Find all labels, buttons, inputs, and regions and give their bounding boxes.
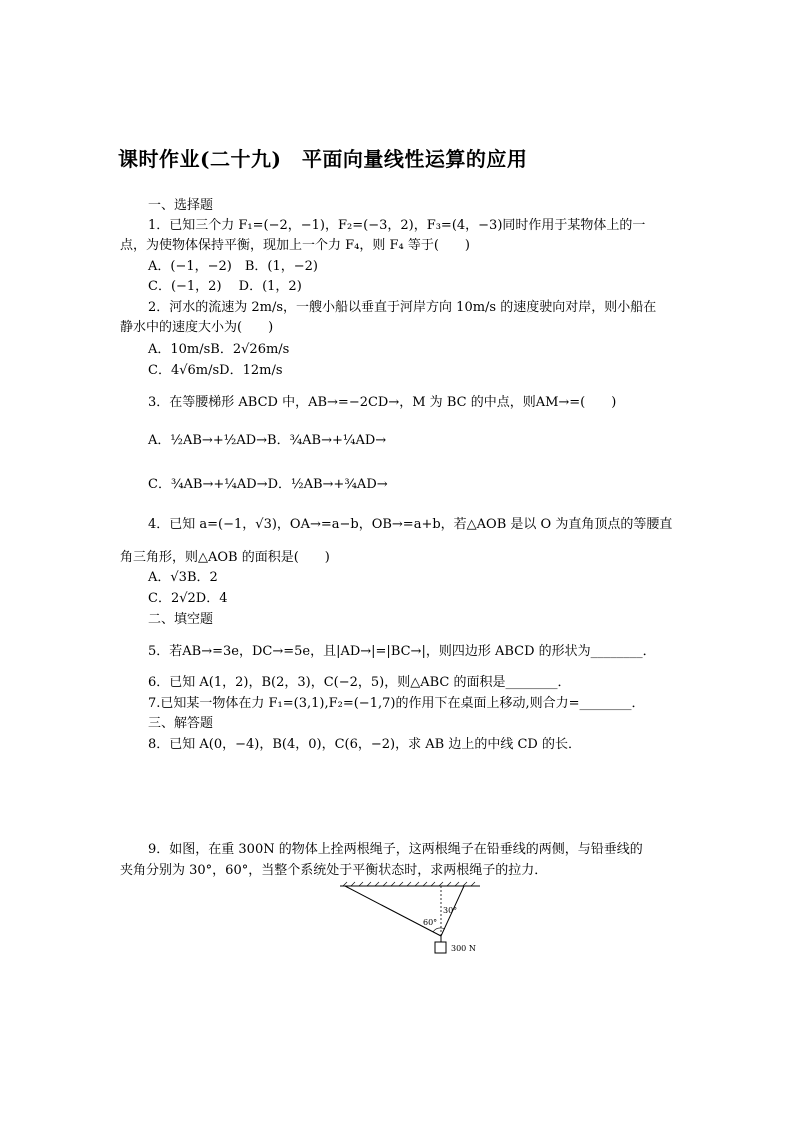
q2-line2: 静水中的速度大小为( ) bbox=[120, 320, 274, 335]
left-angle-arc bbox=[433, 928, 441, 932]
q6-text: 6．已知 A(1，2)，B(2，3)，C(−2，5)，则△ABC 的面积是________． bbox=[148, 675, 571, 690]
left-rope bbox=[345, 886, 441, 936]
q1-line1: 1．已知三个力 F₁=(−2，−1)，F₂=(−3，2)，F₃=(4，−3)同时作用于某物体上的一 bbox=[148, 218, 646, 233]
q3-options-ab: A．½AB→+½AD→B．¾AB→+¼AD→ bbox=[148, 433, 387, 448]
weight-label: 300 N bbox=[451, 944, 476, 953]
rope-diagram bbox=[335, 880, 485, 960]
section-heading-answer: 三、解答题 bbox=[148, 716, 214, 731]
q2-options-ab: A．10m/sB．2√26m/s bbox=[148, 342, 290, 357]
q3-options-cd: C．¾AB→+¼AD→D．½AB→+¾AD→ bbox=[148, 477, 388, 492]
q8-text: 8．已知 A(0，−4)，B(4，0)，C(6，−2)，求 AB 边上的中线 CD 的长． bbox=[148, 737, 581, 752]
q4-line1: 4．已知 a=(−1，√3)，OA→=a−b，OB→=a+b，若△AOB 是以 O 为直角顶点的等腰直 bbox=[148, 517, 673, 532]
angle-left-label: 60° bbox=[423, 918, 438, 927]
section-heading-fill: 二、填空题 bbox=[148, 612, 214, 627]
q9-line1: 9．如图，在重 300N 的物体上拴两根绳子，这两根绳子在铅垂线的两侧，与铅垂线的 bbox=[148, 842, 643, 857]
q1-options-cd: C．(−1，2) D．(1，2) bbox=[148, 279, 302, 294]
q9-line2: 夹角分别为 30°，60°，当整个系统处于平衡状态时，求两根绳子的拉力． bbox=[120, 863, 548, 878]
q2-line1: 2．河水的流速为 2m/s，一艘小船以垂直于河岸方向 10m/s 的速度驶向对岸，则小船在 bbox=[148, 300, 657, 315]
q2-options-cd: C．4√6m/sD．12m/s bbox=[148, 363, 283, 378]
q3-line1: 3．在等腰梯形 ABCD 中，AB→=−2CD→，M 为 BC 的中点，则AM→=( ) bbox=[148, 395, 617, 410]
weight-box bbox=[435, 942, 446, 953]
q4-line2: 角三角形，则△AOB 的面积是( ) bbox=[120, 550, 330, 565]
ceiling-hatching bbox=[343, 882, 475, 886]
q1-line2: 点，为使物体保持平衡，现加上一个力 F₄，则 F₄ 等于( ) bbox=[120, 238, 471, 253]
section-heading-choice: 一、选择题 bbox=[148, 198, 214, 213]
q5-text: 5．若AB→=3e，DC→=5e，且|AD→|=|BC→|，则四边形 ABCD 的形状为________． bbox=[148, 644, 656, 659]
q4-options-ab: A．√3B．2 bbox=[148, 570, 218, 585]
angle-right-label: 30° bbox=[443, 906, 458, 915]
q4-options-cd: C．2√2D．4 bbox=[148, 591, 228, 606]
page-title: 课时作业(二十九) 平面向量线性运算的应用 bbox=[118, 147, 528, 171]
q7-text: 7.已知某一物体在力 F₁=(3,1),F₂=(−1,7)的作用下在桌面上移动,则合力=________． bbox=[148, 696, 645, 711]
q1-options-ab: A．(−1，−2) B．(1，−2) bbox=[148, 259, 318, 274]
